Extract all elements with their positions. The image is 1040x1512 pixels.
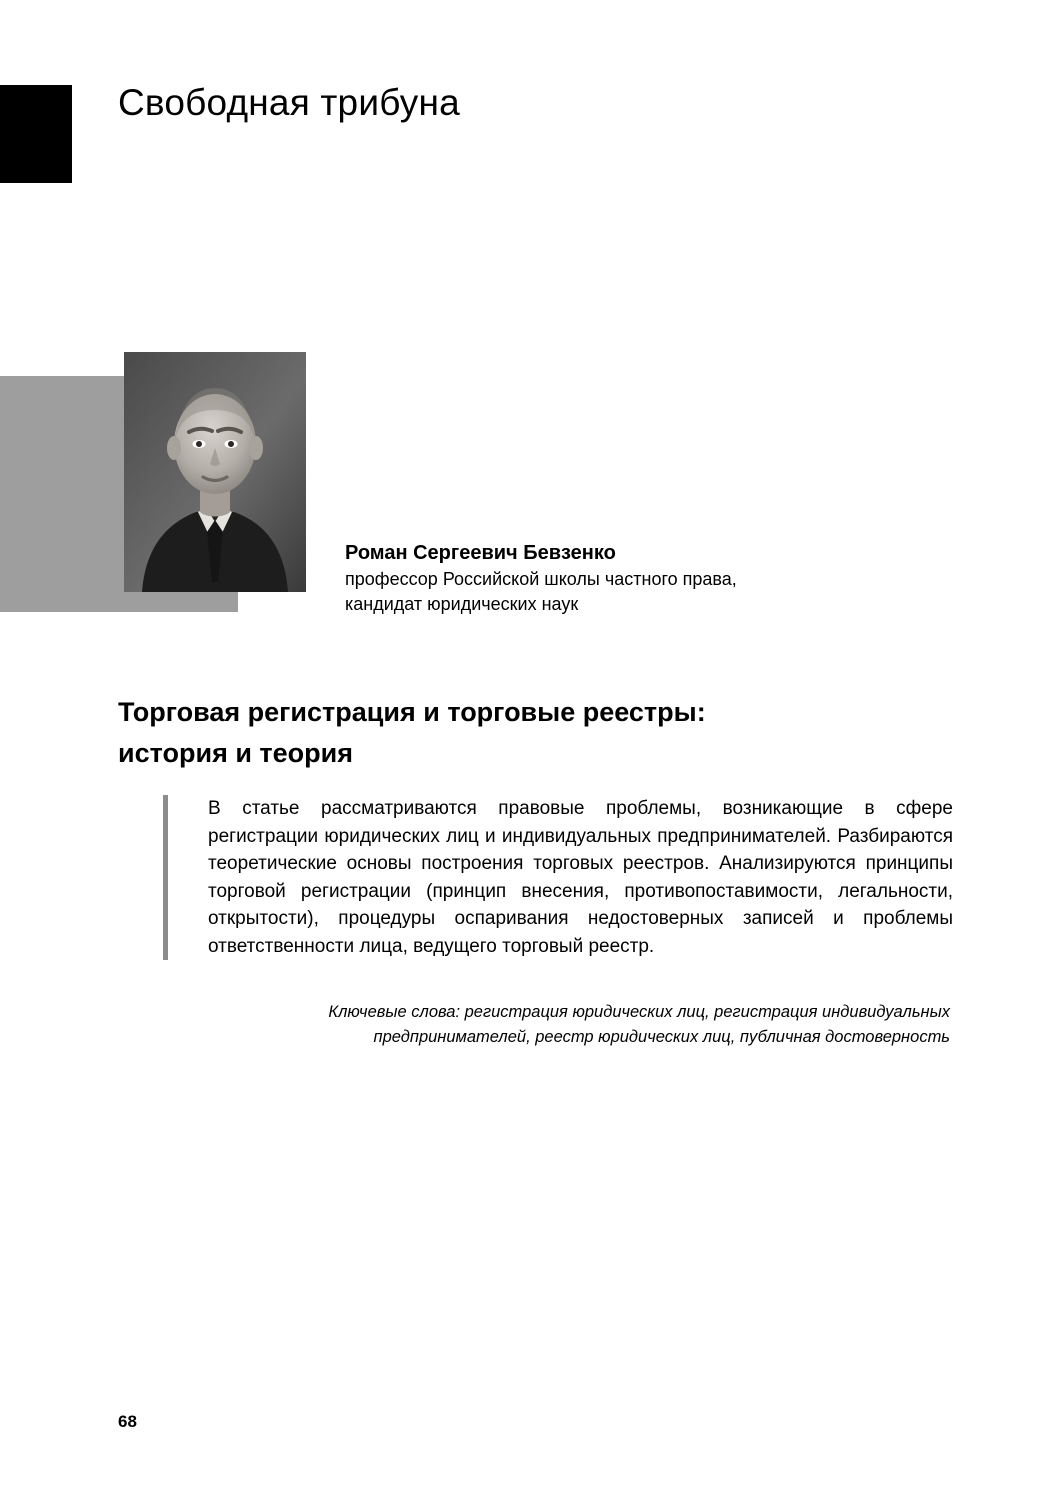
abstract-text: В статье рассматриваются правовые проблемы, возникающие в сфере регистрации юридических лиц и индивидуальных предпринимателей. Разбираются теоретические основы построения торговых реестров. Анализируются принципы торговой регистрации (принцип внесения, противопоставимости, легальности, открытости), процедуры оспаривания недостоверных записей и проблемы ответственности лица, ведущего торговый реестр. [208,798,953,957]
author-affiliation-line-2: кандидат юридических наук [345,594,579,614]
section-rubric-title: Свободная трибуна [118,82,460,123]
article-title-line-2: история и теория [118,738,353,768]
decorative-corner-block [0,85,72,183]
page-number: 68 [118,1412,137,1431]
author-affiliation-line-1: профессор Российской школы частного права, [345,569,737,589]
author-name: Роман Сергеевич Бевзенко [345,542,616,564]
author-info-block [345,540,945,617]
keywords-text: Ключевые слова: регистрация юридических лиц, регистрация индивидуальных предпринимателей, реестр юридических лиц, публичная достоверность [328,1003,950,1046]
abstract-block [163,795,953,960]
article-title-line-1: Торговая регистрация и торговые реестры: [118,697,706,727]
author-portrait [124,352,306,592]
article-title [118,692,948,774]
portrait-illustration [124,352,306,592]
